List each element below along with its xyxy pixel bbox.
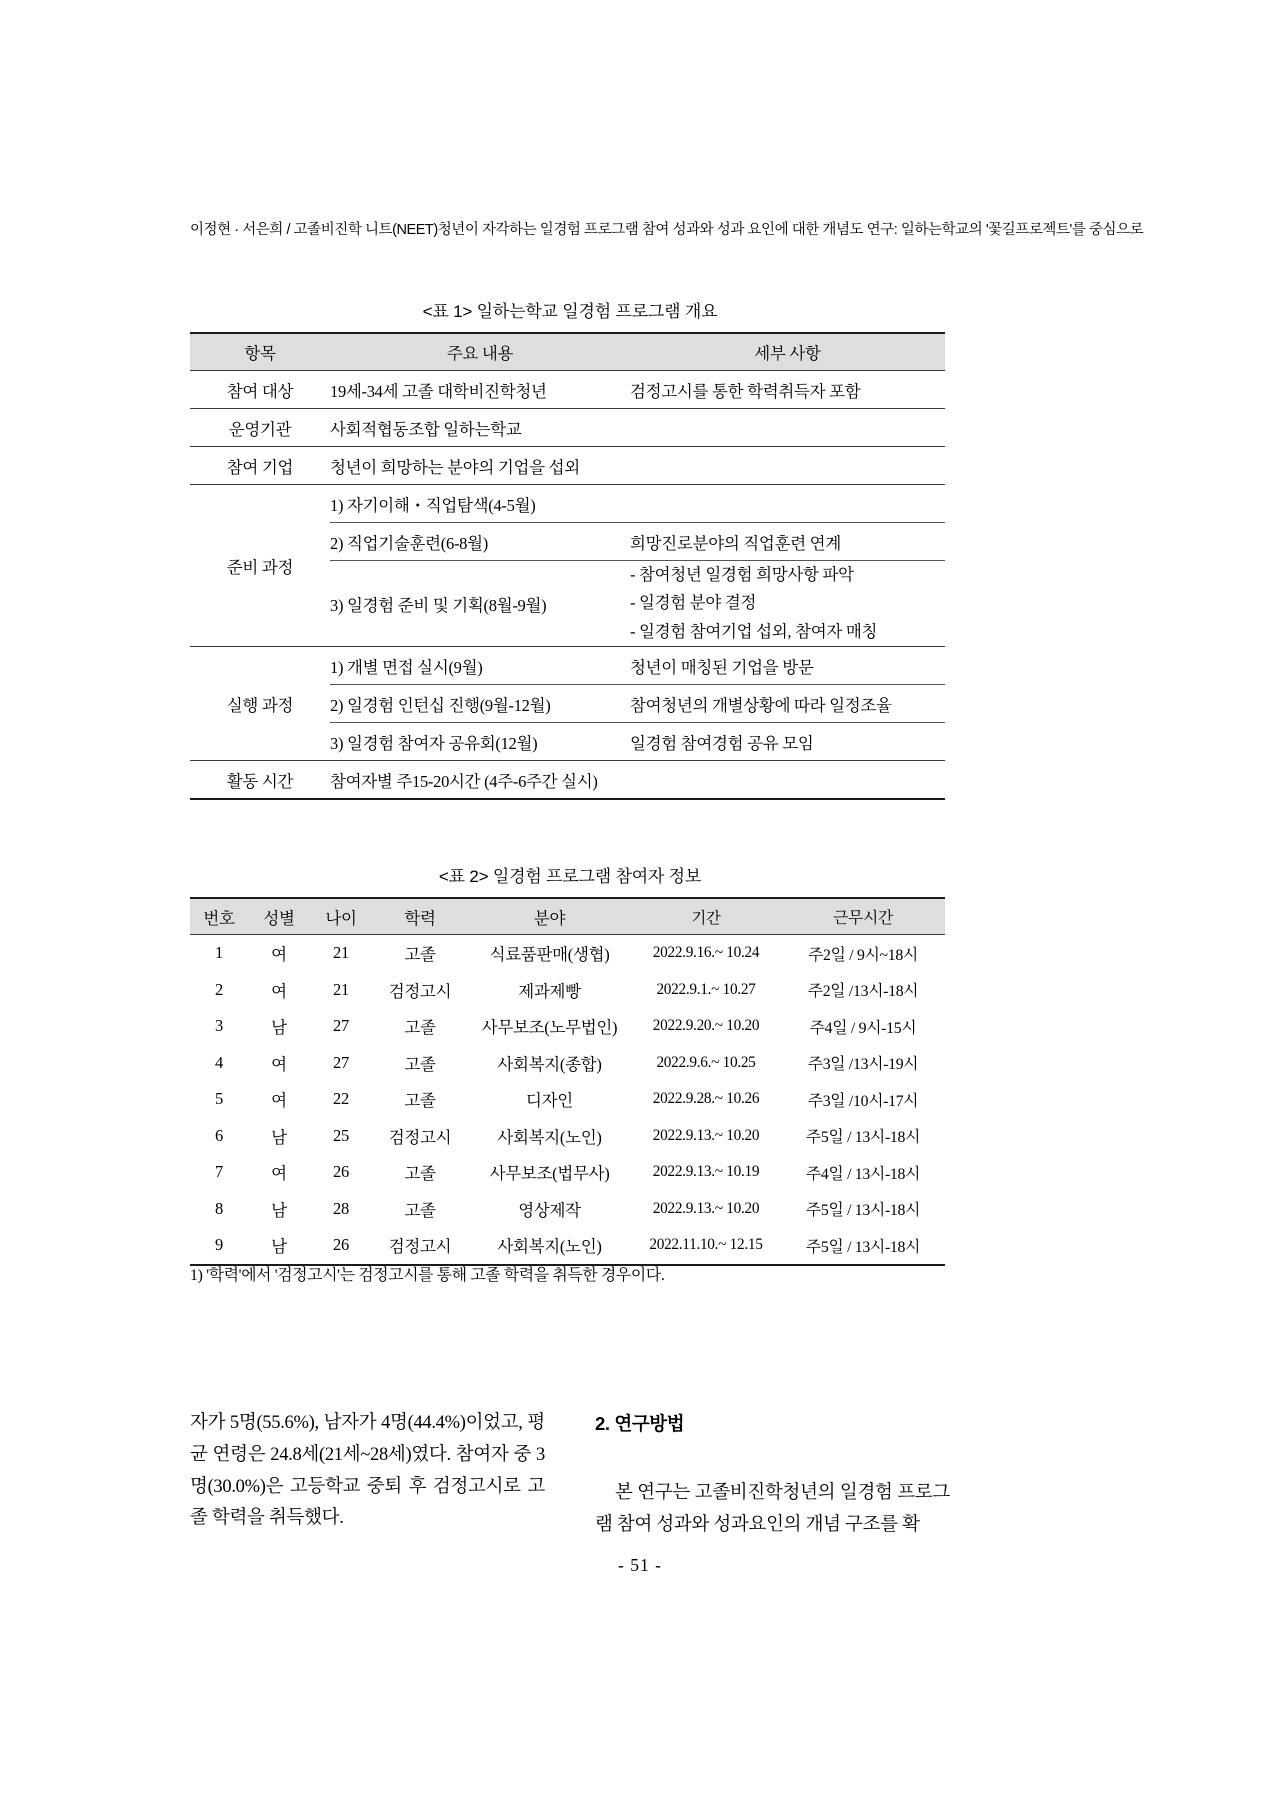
cell-age: 21 (333, 979, 349, 999)
cell-hours: 주4일 / 9시-15시 (809, 1019, 917, 1037)
table-2-footnote: 1) '학력'에서 '검정고시'는 검정고시를 통해 고졸 학력을 취득한 경우이다. (190, 1267, 665, 1284)
table-row (190, 972, 945, 1009)
cell-hours: 주5일 / 13시-18시 (805, 1129, 921, 1147)
table-2-header-age: 나이 (310, 898, 372, 935)
cell-field: 사무보조(노무법인) (481, 1018, 618, 1038)
cell-education: 검정고시 (388, 981, 452, 1001)
table-row (190, 447, 945, 485)
detail-line: - 일경험 분야 결정 (630, 593, 757, 613)
cell-hours: 주5일 / 13시-18시 (805, 1238, 921, 1256)
cell-no: 2 (215, 979, 223, 999)
cell-hours: 주3일 /13시-19시 (807, 1056, 919, 1074)
cell-no: 9 (215, 1235, 223, 1255)
body-column-left (190, 1408, 545, 1541)
cell-period: 2022.9.16.~ 10.24 (652, 944, 760, 962)
cell-gender: 남 (271, 1127, 287, 1147)
cell-period: 2022.9.28.~ 10.26 (652, 1090, 760, 1108)
row-main: 청년이 희망하는 분야의 기업을 섭외 (330, 457, 580, 477)
table-2-header-period: 기간 (631, 898, 781, 935)
row-label: 운영기관 (228, 419, 292, 439)
table-2-header-no: 번호 (190, 898, 248, 935)
row-detail: 일경험 참여경험 공유 모임 (630, 733, 814, 753)
row-label: 참여 기업 (226, 457, 294, 477)
cell-education: 검정고시 (388, 1127, 452, 1147)
cell-period: 2022.9.20.~ 10.20 (652, 1017, 760, 1035)
cell-age: 26 (333, 1162, 349, 1182)
cell-period: 2022.9.13.~ 10.20 (652, 1199, 760, 1217)
row-main: 1) 개별 면접 실시(9월) (330, 657, 483, 677)
cell-field: 사회복지(노인) (497, 1127, 602, 1147)
cell-no: 8 (215, 1198, 223, 1218)
row-main: 사회적협동조합 일하는학교 (330, 419, 522, 439)
table-row (190, 371, 945, 409)
detail-line: - 참여청년 일경험 희망사항 파악 (630, 565, 854, 584)
cell-age: 25 (333, 1125, 349, 1145)
table-2-caption: <표 2> 일경험 프로그램 참여자 정보 (438, 867, 702, 886)
cell-gender: 여 (271, 1054, 287, 1074)
cell-field: 제과제빵 (518, 981, 581, 1001)
section-heading-research-method: 2. 연구방법 (595, 1413, 685, 1434)
body-columns (190, 1408, 950, 1541)
cell-field: 사회복지(종합) (497, 1054, 602, 1074)
right-paragraph: 본 연구는 고졸비진학청년의 일경험 프로그램 참여 성과와 성과요인의 개념 구조를 확 (595, 1482, 950, 1535)
cell-age: 27 (333, 1052, 349, 1072)
cell-age: 26 (333, 1235, 349, 1255)
table-2-header-row (190, 898, 945, 935)
cell-period: 2022.9.1.~ 10.27 (656, 980, 756, 998)
row-label: 참여 대상 (226, 381, 294, 401)
cell-education: 고졸 (404, 1054, 436, 1074)
table-row (190, 761, 945, 800)
table-program-overview (190, 332, 945, 800)
row-detail (630, 761, 945, 800)
row-label-prep: 준비 과정 (226, 557, 294, 577)
row-main: 1) 자기이해・직업탐색(4-5월) (330, 495, 536, 515)
table-row (190, 1008, 945, 1045)
cell-age: 28 (333, 1198, 349, 1218)
row-detail: 희망진로분야의 직업훈련 연계 (630, 533, 841, 553)
row-main: 2) 일경험 인턴십 진행(9월-12월) (330, 695, 551, 715)
detail-line: - 일경험 참여기업 섭외, 참여자 매칭 (630, 621, 878, 641)
cell-period: 2022.9.13.~ 10.20 (652, 1126, 760, 1144)
cell-gender: 여 (271, 1164, 287, 1184)
cell-hours: 주2일 /13시-18시 (807, 983, 919, 1001)
cell-gender: 남 (271, 1237, 287, 1257)
cell-age: 22 (333, 1089, 349, 1109)
cell-field: 사회복지(노인) (497, 1237, 602, 1257)
cell-education: 검정고시 (388, 1237, 452, 1257)
table-1-header-row (190, 333, 945, 371)
row-main: 3) 일경험 준비 및 기획(8월-9월) (330, 595, 547, 615)
cell-no: 6 (215, 1125, 223, 1145)
cell-no: 7 (215, 1162, 223, 1182)
table-row (190, 1154, 945, 1191)
table-row (190, 1045, 945, 1082)
cell-education: 고졸 (404, 1018, 436, 1038)
cell-education: 고졸 (404, 1091, 436, 1111)
row-detail (630, 409, 945, 447)
row-detail-list (630, 561, 945, 647)
cell-period: 2022.9.6.~ 10.25 (656, 1053, 756, 1071)
row-detail (630, 485, 945, 523)
cell-gender: 여 (271, 1091, 287, 1111)
cell-field: 영상제작 (518, 1200, 581, 1220)
running-head: 이정현 · 서은희 / 고졸비진학 니트(NEET)청년이 자각하는 일경험 프로그램 참여 성과와 성과 요인에 대한 개념도 연구: 일하는학교의 '꽃길프로젝트'를 중심으로 (190, 222, 1144, 238)
cell-gender: 남 (271, 1200, 287, 1220)
left-paragraph: 자가 5명(55.6%), 남자가 4명(44.4%)이었고, 평균 연령은 24.8세(21세~28세)였다. 참여자 중 3명(30.0%)은 고등학교 중퇴 후 검정고시로 고졸 학력을 취득했다. (190, 1413, 545, 1529)
row-main: 3) 일경험 참여자 공유회(12월) (330, 733, 538, 753)
row-label-exec: 실행 과정 (226, 695, 294, 715)
cell-no: 5 (215, 1089, 223, 1109)
table-participant-info (190, 897, 945, 1266)
table-2-header-field: 분야 (468, 898, 631, 935)
cell-education: 고졸 (404, 1164, 436, 1184)
page-number: - 51 - (618, 1555, 662, 1575)
row-detail: 검정고시를 통한 학력취득자 포함 (630, 381, 861, 401)
row-label: 활동 시간 (226, 771, 294, 791)
table-2-header-hours: 근무시간 (781, 898, 945, 935)
cell-no: 1 (215, 943, 223, 963)
table-row (190, 1081, 945, 1118)
cell-age: 21 (333, 943, 349, 963)
table-1-header-detail: 세부 사항 (630, 333, 945, 371)
row-detail: 청년이 매칭된 기업을 방문 (630, 657, 814, 677)
cell-hours: 주4일 / 13시-18시 (805, 1165, 921, 1183)
cell-gender: 남 (271, 1018, 287, 1038)
cell-no: 3 (215, 1016, 223, 1036)
row-main: 참여자별 주15-20시간 (4주-6주간 실시) (330, 771, 598, 791)
table-row (190, 409, 945, 447)
cell-gender: 여 (271, 945, 287, 965)
table-row (190, 1191, 945, 1228)
table-row (190, 485, 945, 523)
cell-period: 2022.11.10.~ 12.15 (649, 1236, 763, 1254)
row-main: 2) 직업기술훈련(6-8월) (330, 533, 488, 553)
table-row (190, 647, 945, 685)
table-2-header-gender: 성별 (248, 898, 310, 935)
cell-education: 고졸 (404, 1200, 436, 1220)
body-column-right (595, 1408, 950, 1541)
cell-gender: 여 (271, 981, 287, 1001)
cell-period: 2022.9.13.~ 10.19 (652, 1163, 760, 1181)
cell-no: 4 (215, 1052, 223, 1072)
row-detail: 참여청년의 개별상황에 따라 일정조율 (630, 695, 892, 715)
cell-field: 사무보조(법무사) (489, 1164, 610, 1184)
table-2-header-education: 학력 (372, 898, 468, 935)
cell-field: 식료품판매(생협) (489, 945, 610, 965)
table-row (190, 935, 945, 972)
cell-hours: 주5일 / 13시-18시 (805, 1202, 921, 1220)
table-row (190, 1118, 945, 1155)
cell-age: 27 (333, 1016, 349, 1036)
table-1-header-content: 주요 내용 (330, 333, 630, 371)
table-row (190, 1227, 945, 1265)
table-1-caption: <표 1> 일하는학교 일경험 프로그램 개요 (422, 302, 718, 321)
row-main: 19세-34세 고졸 대학비진학청년 (330, 381, 547, 401)
cell-hours: 주2일 / 9시~18시 (808, 946, 918, 964)
cell-hours: 주3일 /10시-17시 (807, 1092, 919, 1110)
table-1-header-item: 항목 (190, 333, 330, 371)
cell-field: 디자인 (526, 1091, 573, 1111)
row-detail (630, 447, 945, 485)
cell-education: 고졸 (404, 945, 436, 965)
